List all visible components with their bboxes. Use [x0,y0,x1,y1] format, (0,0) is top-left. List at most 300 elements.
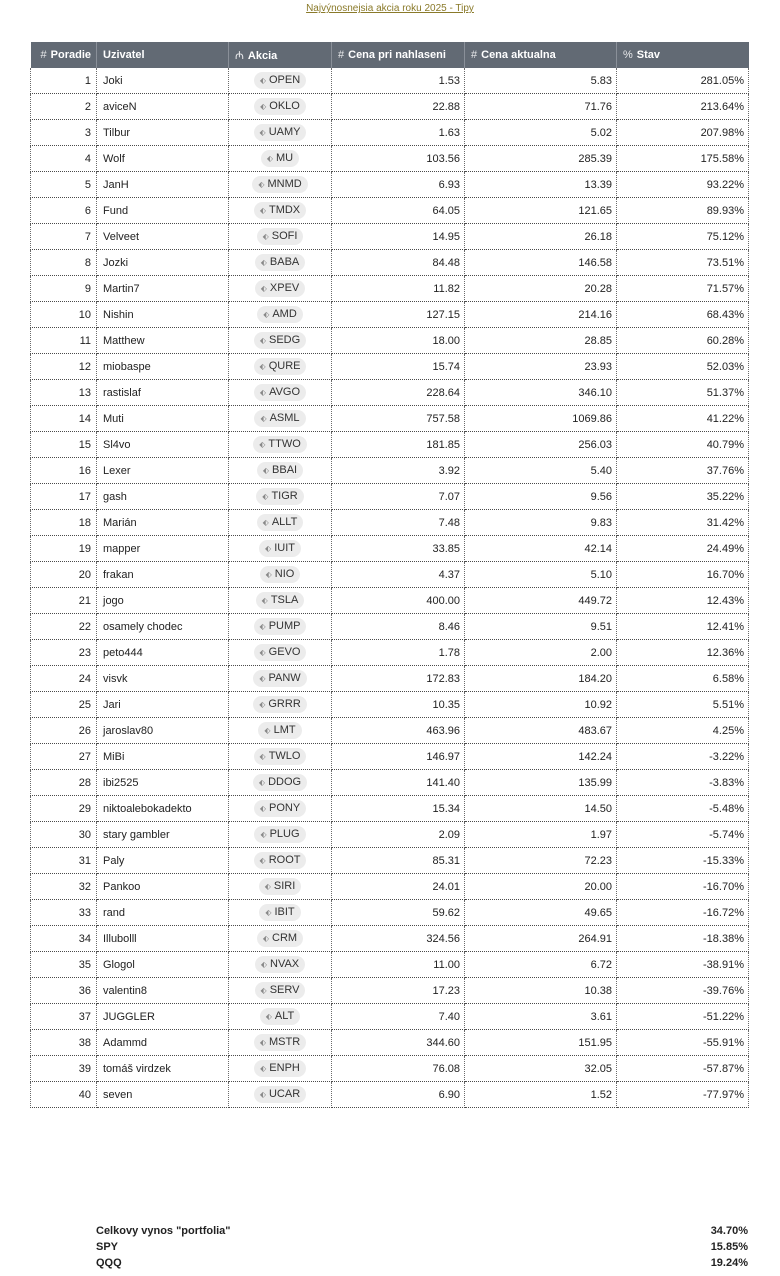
user-cell: jogo [97,588,229,614]
ticker-cell [229,1082,332,1108]
rank-cell: 27 [31,744,97,770]
summary-value: 19.24% [710,1257,748,1269]
ticker-pill[interactable] [257,514,304,531]
ticker-pill[interactable] [254,1086,306,1103]
current-price-cell: 1069.86 [465,406,617,432]
status-cell: 16.70% [617,562,749,588]
ticker-cell [229,432,332,458]
ticker-cell [229,952,332,978]
entry-price-cell: 4.37 [332,562,465,588]
user-cell: mapper [97,536,229,562]
entry-price-cell: 6.93 [332,172,465,198]
ticker-pill[interactable] [254,826,305,843]
ticker-pill[interactable] [254,1060,306,1077]
user-cell: MiBi [97,744,229,770]
rank-cell: 31 [31,848,97,874]
ticker-label: AMD [272,308,297,320]
status-cell: 37.76% [617,458,749,484]
ticker-cell [229,276,332,302]
rank-cell: 6 [31,198,97,224]
user-cell: tomáš virdzek [97,1056,229,1082]
user-cell: gash [97,484,229,510]
ticker-cell [229,406,332,432]
header-status-label: Stav [636,49,661,61]
tag-icon: ⬖ [260,102,267,111]
ticker-cell [229,692,332,718]
current-price-cell: 49.65 [465,900,617,926]
tag-icon: ⬖ [258,778,266,787]
ticker-label: QURE [268,360,301,372]
table-row [31,926,749,952]
ticker-label: GEVO [268,646,301,658]
table-row [31,484,749,510]
current-price-cell: 184.20 [465,666,617,692]
ticker-pill[interactable] [257,930,303,947]
rank-cell: 34 [31,926,97,952]
ticker-pill[interactable] [254,358,307,375]
entry-price-cell: 64.05 [332,198,465,224]
ticker-pill[interactable] [258,722,301,739]
entry-price-cell: 17.23 [332,978,465,1004]
user-cell: niktoalebokadekto [97,796,229,822]
ticker-pill[interactable] [256,592,305,609]
rank-cell: 3 [31,120,97,146]
ticker-label: OPEN [268,74,301,86]
entry-price-cell: 103.56 [332,146,465,172]
entry-price-cell: 11.82 [332,276,465,302]
rank-cell: 8 [31,250,97,276]
ticker-label: GRRR [268,698,301,710]
table-row [31,1056,749,1082]
table-row [31,510,749,536]
ticker-pill[interactable] [257,228,304,245]
table-row [31,952,749,978]
rank-cell: 17 [31,484,97,510]
table-row [31,1082,749,1108]
ticker-cell [229,1056,332,1082]
user-cell: Velveet [97,224,229,250]
ticker-cell [229,562,332,588]
user-cell: Nishin [97,302,229,328]
status-cell: -38.91% [617,952,749,978]
ticker-pill[interactable] [254,384,306,401]
current-price-cell: 264.91 [465,926,617,952]
table-row [31,458,749,484]
current-price-cell: 72.23 [465,848,617,874]
ticker-label: PANW [268,672,301,684]
ticker-cell [229,302,332,328]
ticker-label: UAMY [268,126,301,138]
current-price-cell: 32.05 [465,1056,617,1082]
user-cell: seven [97,1082,229,1108]
current-price-cell: 71.76 [465,94,617,120]
status-cell: -3.83% [617,770,749,796]
rank-cell: 18 [31,510,97,536]
table-row [31,380,749,406]
table-row [31,978,749,1004]
ticker-pill[interactable] [254,410,305,427]
ticker-cell [229,380,332,406]
entry-price-cell: 1.78 [332,640,465,666]
entry-price-cell: 2.09 [332,822,465,848]
tag-icon: ⬖ [262,232,269,241]
user-cell: peto444 [97,640,229,666]
tag-icon: ⬖ [259,700,266,709]
ticker-label: IBIT [274,906,295,918]
rank-cell: 26 [31,718,97,744]
current-price-cell: 214.16 [465,302,617,328]
ticker-pill[interactable] [254,124,307,141]
ticker-pill[interactable] [260,566,301,583]
ticker-pill[interactable] [255,280,306,297]
entry-price-cell: 8.46 [332,614,465,640]
current-price-cell: 135.99 [465,770,617,796]
status-cell: 68.43% [617,302,749,328]
status-cell: -5.74% [617,822,749,848]
hash-icon: # [471,49,478,61]
current-price-cell: 146.58 [465,250,617,276]
status-cell: 12.36% [617,640,749,666]
header-row [31,42,749,68]
status-cell: -16.70% [617,874,749,900]
tag-icon: ⬖ [262,518,269,527]
tag-icon: ⬖ [260,1064,267,1073]
table-row [31,432,749,458]
user-cell: visvk [97,666,229,692]
current-price-cell: 23.93 [465,354,617,380]
table-row [31,276,749,302]
ticker-pill[interactable] [256,488,303,505]
ticker-label: XPEV [269,282,300,294]
header-status[interactable] [617,42,749,68]
current-price-cell: 285.39 [465,146,617,172]
status-cell: 12.43% [617,588,749,614]
table-row [31,172,749,198]
entry-price-cell: 76.08 [332,1056,465,1082]
summary-row [96,1225,748,1241]
ticker-label: BABA [269,256,300,268]
rank-cell: 25 [31,692,97,718]
rank-cell: 37 [31,1004,97,1030]
current-price-cell: 6.72 [465,952,617,978]
header-price-now-label: Cena aktualna [481,49,556,61]
user-cell: osamely chodec [97,614,229,640]
rank-cell: 30 [31,822,97,848]
table-header [31,42,749,68]
status-cell: -3.22% [617,744,749,770]
current-price-cell: 14.50 [465,796,617,822]
ticker-label: PUMP [268,620,301,632]
current-price-cell: 42.14 [465,536,617,562]
rank-cell: 19 [31,536,97,562]
ticker-label: NVAX [270,958,300,970]
tag-icon: ⬖ [265,544,272,553]
rank-cell: 24 [31,666,97,692]
summary-label: Celkovy vynos "portfolia" [96,1225,231,1237]
table-row [31,1004,749,1030]
rank-cell: 5 [31,172,97,198]
ticker-label: ENPH [269,1062,300,1074]
user-cell: rastislaf [97,380,229,406]
entry-price-cell: 33.85 [332,536,465,562]
ticker-pill[interactable] [253,436,307,453]
user-cell: aviceN [97,94,229,120]
ticker-pill[interactable] [254,1034,306,1051]
rank-cell: 7 [31,224,97,250]
entry-price-cell: 15.34 [332,796,465,822]
status-cell: -15.33% [617,848,749,874]
rank-cell: 10 [31,302,97,328]
ticker-pill[interactable] [254,800,306,817]
ticker-pill[interactable] [254,332,306,349]
ticker-pill[interactable] [257,306,303,323]
ticker-label: IUIT [274,542,295,554]
current-price-cell: 26.18 [465,224,617,250]
tag-icon: ⬖ [259,362,266,371]
ticker-label: TWLO [268,750,301,762]
entry-price-cell: 14.95 [332,224,465,250]
entry-price-cell: 7.07 [332,484,465,510]
ticker-label: PONY [268,802,301,814]
current-price-cell: 28.85 [465,328,617,354]
ticker-label: TIGR [271,490,298,502]
current-price-cell: 449.72 [465,588,617,614]
ticker-pill[interactable] [253,774,307,791]
user-cell: Jozki [97,250,229,276]
header-stock[interactable] [229,42,332,68]
table-row [31,848,749,874]
table-row [31,692,749,718]
rank-cell: 2 [31,94,97,120]
summary-label: SPY [96,1241,119,1253]
ticker-cell [229,666,332,692]
page-title-link[interactable]: Najvýnosnejsia akcia roku 2025 - Tipy [306,3,474,14]
summary-row [96,1257,748,1273]
tag-icon: ⬖ [259,804,266,813]
current-price-cell: 9.56 [465,484,617,510]
entry-price-cell: 22.88 [332,94,465,120]
ticker-pill[interactable] [257,462,303,479]
tag-icon: ⬖ [259,856,266,865]
table-row [31,328,749,354]
ticker-pill[interactable] [253,670,306,687]
table-row [31,640,749,666]
user-cell: Fund [97,198,229,224]
ticker-label: MSTR [268,1036,301,1048]
user-cell: Glogol [97,952,229,978]
status-cell: 175.58% [617,146,749,172]
ticker-cell [229,900,332,926]
current-price-cell: 9.51 [465,614,617,640]
ticker-pill[interactable] [254,748,307,765]
entry-price-cell: 1.53 [332,68,465,94]
rank-cell: 13 [31,380,97,406]
ticker-cell [229,718,332,744]
ticker-pill[interactable] [254,852,307,869]
current-price-cell: 1.52 [465,1082,617,1108]
ticker-pill[interactable] [252,176,307,193]
status-cell: 6.58% [617,666,749,692]
ticker-pill[interactable] [253,696,307,713]
ticker-pill[interactable] [255,956,305,973]
tag-icon: ⬖ [260,284,267,293]
ticker-label: TMDX [268,204,301,216]
header-price-entry[interactable] [332,42,465,68]
table-row [31,406,749,432]
ticker-pill[interactable] [259,540,301,557]
current-price-cell: 346.10 [465,380,617,406]
status-cell: 213.64% [617,94,749,120]
entry-price-cell: 7.48 [332,510,465,536]
ticker-pill[interactable] [255,254,306,271]
entry-price-cell: 181.85 [332,432,465,458]
user-cell: Pankoo [97,874,229,900]
tag-icon: ⬖ [266,154,274,163]
ticker-cell [229,770,332,796]
rank-cell: 14 [31,406,97,432]
entry-price-cell: 141.40 [332,770,465,796]
tag-icon: ⬖ [260,414,267,423]
summary-value: 15.85% [710,1241,748,1253]
status-cell: 24.49% [617,536,749,562]
header-user[interactable] [97,42,229,68]
header-price-now[interactable] [465,42,617,68]
rank-cell: 28 [31,770,97,796]
ticker-label: MU [276,152,294,164]
tag-icon: ⬖ [260,960,267,969]
tag-icon: ⬖ [264,726,271,735]
table-row [31,146,749,172]
table-row [31,666,749,692]
ticker-pill[interactable] [254,618,307,635]
summary-row [96,1241,748,1257]
current-price-cell: 2.00 [465,640,617,666]
status-cell: 281.05% [617,68,749,94]
current-price-cell: 9.83 [465,510,617,536]
tag-icon: ⬖ [260,830,267,839]
header-rank[interactable] [31,42,97,68]
status-cell: 75.12% [617,224,749,250]
ticker-label: OKLO [269,100,300,112]
ticker-cell [229,458,332,484]
entry-price-cell: 463.96 [332,718,465,744]
tag-icon: ⬖ [262,934,270,943]
table-row [31,354,749,380]
current-price-cell: 5.02 [465,120,617,146]
user-cell: JUGGLER [97,1004,229,1030]
ticker-cell [229,796,332,822]
ticker-pill[interactable] [254,72,306,89]
table-row [31,900,749,926]
current-price-cell: 5.40 [465,458,617,484]
rank-cell: 23 [31,640,97,666]
ticker-label: TSLA [270,594,299,606]
ticker-label: ALLT [271,516,298,528]
tag-icon: ⬖ [260,258,267,267]
summary-label: QQQ [96,1257,122,1269]
ticker-label: TTWO [268,438,301,450]
status-cell: 40.79% [617,432,749,458]
summary-value: 34.70% [710,1225,748,1237]
user-cell: frakan [97,562,229,588]
ticker-cell [229,926,332,952]
ticker-label: ALT [274,1010,295,1022]
header-rank-label: Poradie [50,49,91,61]
table-row [31,302,749,328]
status-cell: 60.28% [617,328,749,354]
hash-icon: # [40,49,47,61]
status-cell: 73.51% [617,250,749,276]
table-row [31,68,749,94]
ticker-pill[interactable] [254,644,307,661]
table-row [31,1030,749,1056]
ticker-label: SIRI [273,880,296,892]
ticker-cell [229,536,332,562]
entry-price-cell: 18.00 [332,328,465,354]
tag-icon: ⬖ [263,310,270,319]
entry-price-cell: 146.97 [332,744,465,770]
user-cell: Sl4vo [97,432,229,458]
status-cell: -57.87% [617,1056,749,1082]
ticker-cell [229,822,332,848]
tag-icon: ⬖ [259,76,266,85]
tag-icon: ⬖ [259,648,266,657]
ticker-pill[interactable] [259,904,300,921]
rank-cell: 29 [31,796,97,822]
entry-price-cell: 24.01 [332,874,465,900]
ticker-label: NIO [274,568,295,580]
rank-cell: 32 [31,874,97,900]
ticker-label: DDOG [268,776,302,788]
ticker-cell [229,172,332,198]
ticker-label: ASML [269,412,300,424]
ticker-cell [229,874,332,900]
current-price-cell: 256.03 [465,432,617,458]
ticker-pill[interactable] [255,982,306,999]
ticker-cell [229,146,332,172]
hash-icon: # [338,49,345,61]
user-cell: jaroslav80 [97,718,229,744]
ticker-label: SEDG [268,334,301,346]
rank-cell: 1 [31,68,97,94]
rank-cell: 12 [31,354,97,380]
ticker-pill[interactable] [254,202,306,219]
status-cell: -55.91% [617,1030,749,1056]
table-row [31,94,749,120]
table-row [31,874,749,900]
tag-icon: ⬖ [259,206,266,215]
ticker-cell [229,848,332,874]
rank-cell: 16 [31,458,97,484]
ticker-pill[interactable] [260,1008,301,1025]
tag-icon: ⬖ [258,180,265,189]
ticker-label: BBAI [272,464,298,476]
leaderboard-table [30,42,749,1108]
ticker-label: LMT [273,724,296,736]
ticker-cell [229,250,332,276]
tag-icon: ⬖ [259,440,266,449]
ticker-pill[interactable] [254,98,306,115]
user-cell: stary gambler [97,822,229,848]
ticker-cell [229,354,332,380]
rank-cell: 40 [31,1082,97,1108]
status-cell: 93.22% [617,172,749,198]
ticker-pill[interactable] [259,878,302,895]
ticker-pill[interactable] [261,150,299,167]
ticker-cell [229,588,332,614]
user-cell: Wolf [97,146,229,172]
tag-icon: ⬖ [264,882,271,891]
